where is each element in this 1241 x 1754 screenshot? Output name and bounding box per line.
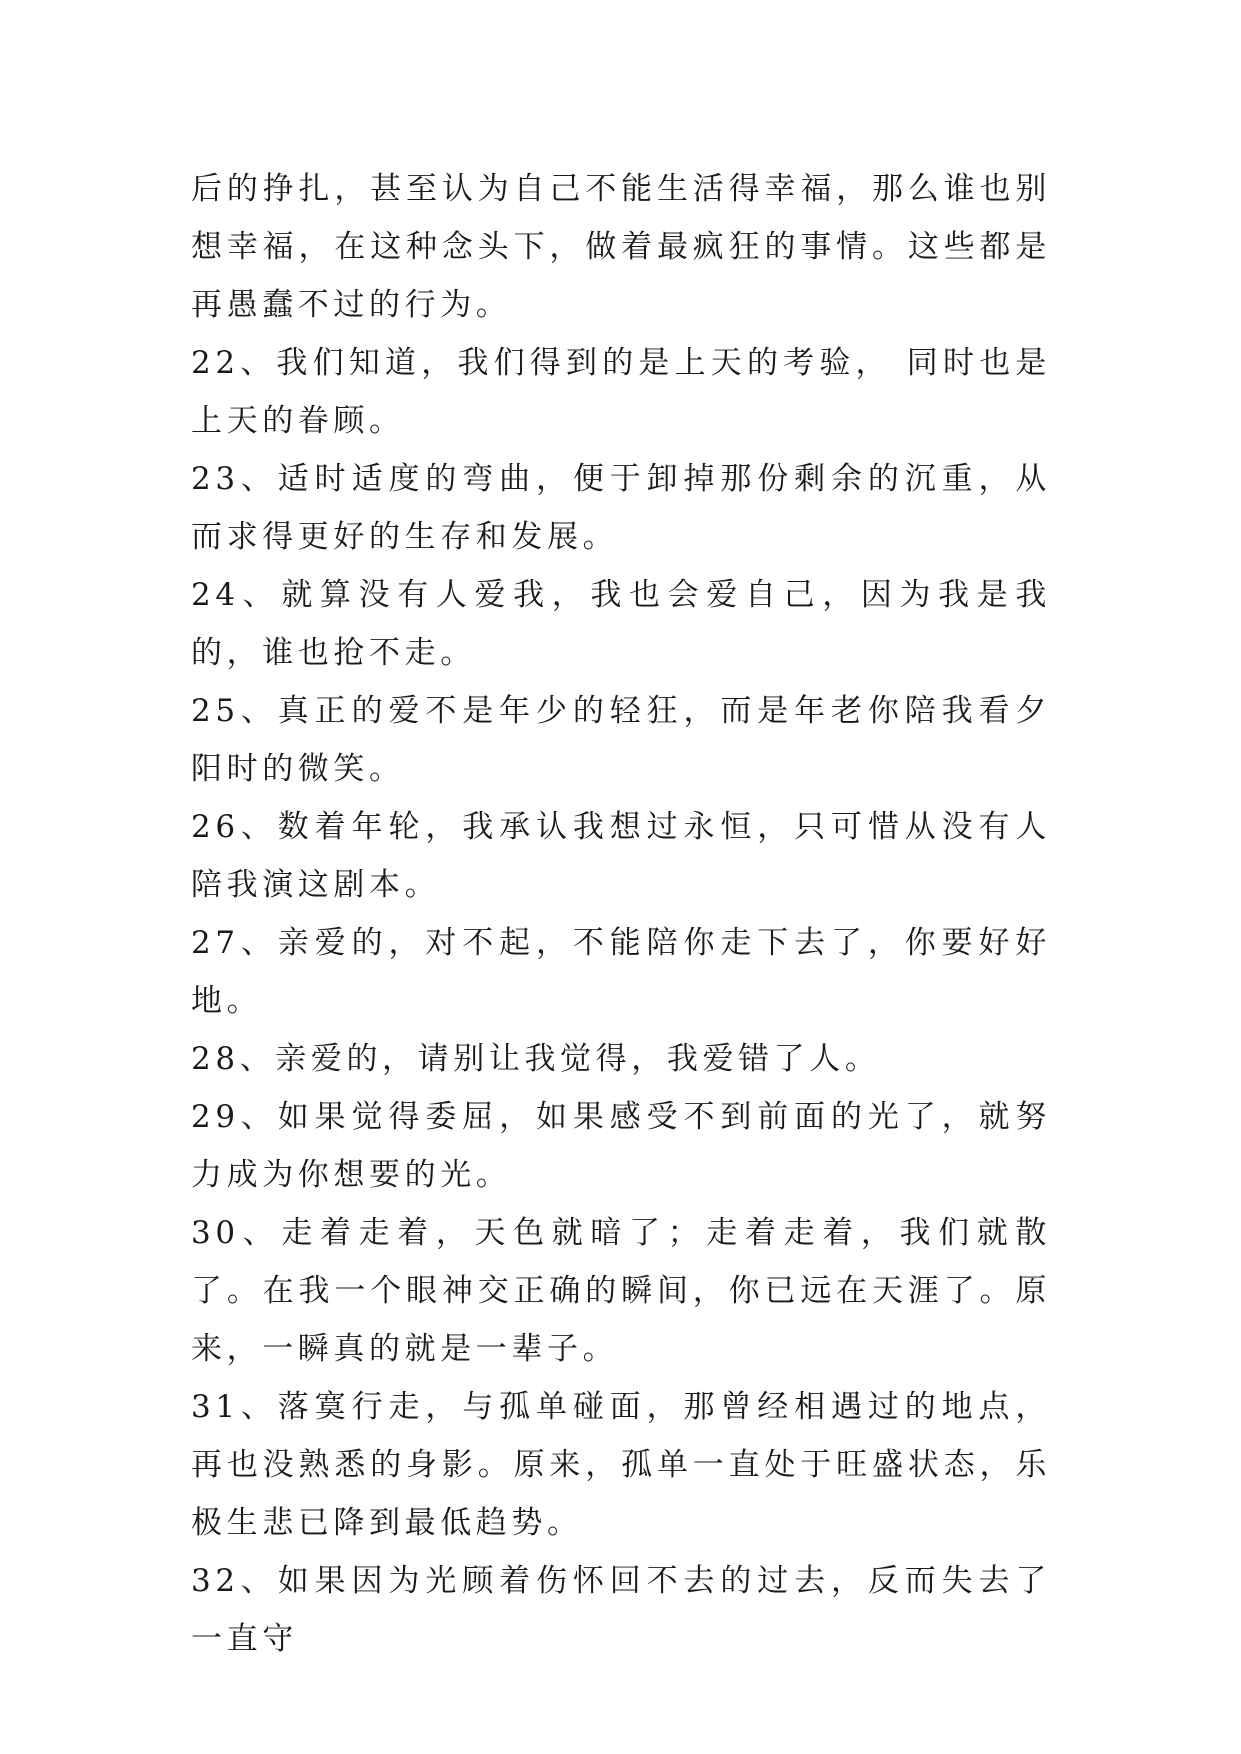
paragraph-28: 28、亲爱的，请别让我觉得，我爱错了人。 [191, 1041, 881, 1077]
paragraph-26: 26、数着年轮，我承认我想过永恒，只可惜从没有人陪我演这剧本。 [191, 809, 1051, 903]
paragraph-31: 31、落寞行走，与孤单碰面，那曾经相遇过的地点，再也没熟悉的身影。原来，孤单一直处于旺盛状态，乐极生悲已降到最低趋势。 [191, 1389, 1051, 1541]
paragraph-24: 24、就算没有人爱我，我也会爱自己，因为我是我的，谁也抢不走。 [191, 577, 1051, 671]
paragraph-23: 23、适时适度的弯曲，便于卸掉那份剩余的沉重，从而求得更好的生存和发展。 [191, 461, 1051, 555]
paragraph-continuation: 后的挣扎，甚至认为自己不能生活得幸福，那么谁也别想幸福，在这种念头下，做着最疯狂的事情。这些都是再愚蠢不过的行为。 [191, 171, 1051, 323]
paragraph-25: 25、真正的爱不是年少的轻狂，而是年老你陪我看夕阳时的微笑。 [191, 693, 1051, 787]
paragraph-29: 29、如果觉得委屈，如果感受不到前面的光了，就努力成为你想要的光。 [191, 1099, 1051, 1193]
paragraph-22: 22、我们知道，我们得到的是上天的考验， 同时也是上天的眷顾。 [191, 345, 1051, 439]
paragraph-32: 32、如果因为光顾着伤怀回不去的过去，反而失去了一直守 [191, 1563, 1051, 1657]
document-body [191, 160, 1051, 1668]
paragraph-27: 27、亲爱的，对不起，不能陪你走下去了，你要好好地。 [191, 925, 1051, 1019]
paragraph-30: 30、走着走着，天色就暗了；走着走着，我们就散了。在我一个眼神交正确的瞬间，你已远在天涯了。原来，一瞬真的就是一辈子。 [191, 1215, 1051, 1367]
